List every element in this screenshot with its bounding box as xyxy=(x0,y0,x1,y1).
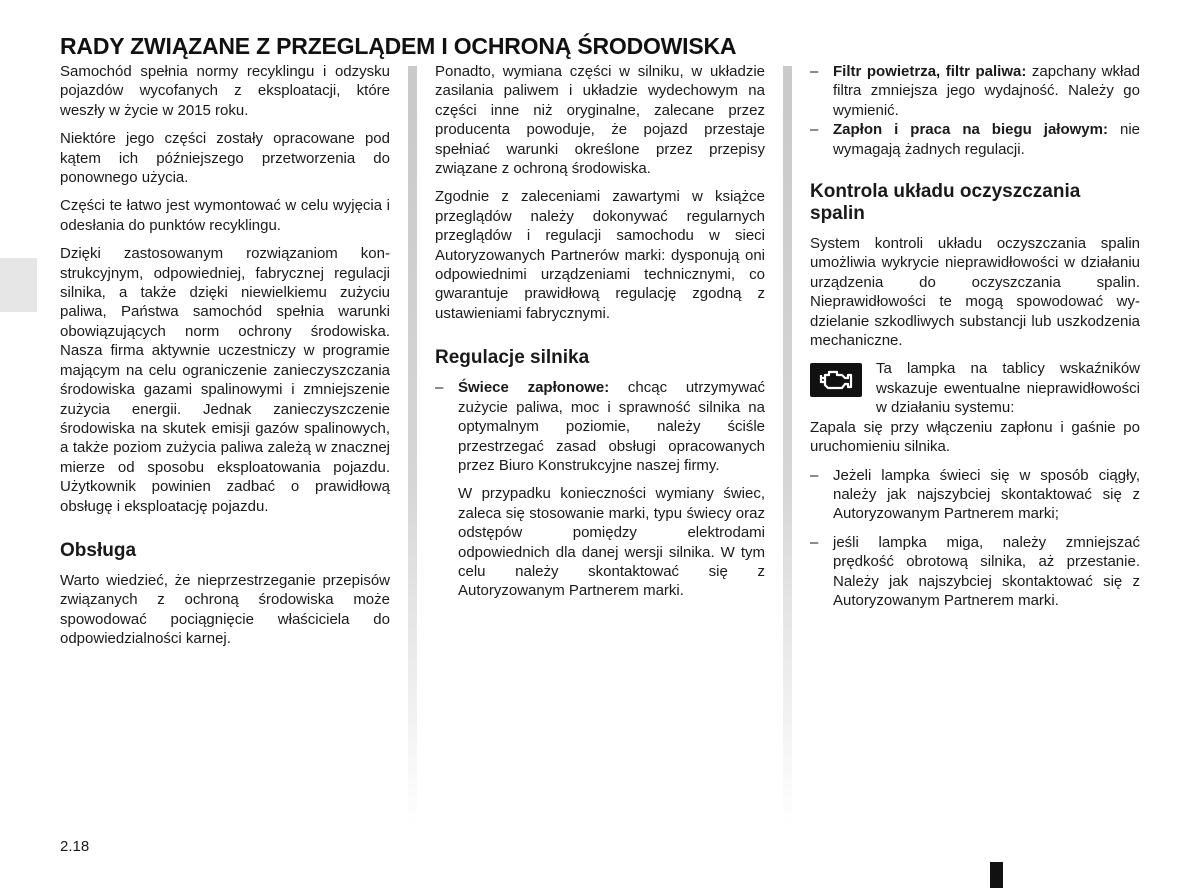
list-item xyxy=(810,120,1140,159)
list-item xyxy=(810,62,1140,120)
column-divider xyxy=(408,66,417,826)
paragraph: Części te łatwo jest wymontować w celu wyjęcia i odesłania do punktów recyklingu. xyxy=(60,197,390,234)
engine-warning-icon xyxy=(810,363,862,397)
bullet-list xyxy=(810,466,1140,611)
page-number: 2.18 xyxy=(60,838,90,855)
paragraph: Dzięki zastosowanym rozwiązaniom konstrukcyjnym, odpowiedniej, fabrycznej regulacji silnika, a także dzięki niewielkiemu zużyciu paliwa, Państwa samochód spełnia warunki obowiązujących norm ochrony środowiska. Nasza firma aktywnie uczestniczy w programie mającym na celu ograniczenie zanieczyszczania środowiska gazami spalinowymi i zmniejszenie zużycia energii. Jednak zanieczyszczenie środowiska na skutek emisji gazów spalinowych, a także poziom zużycia paliwa zależą w znacznej mierze od sposobu eksploatowania pojazdu. Użytkownik powinien zadbać o prawidłową obsługę i eksploatację pojazdu. xyxy=(60,245,390,515)
paragraph: W przypadku konieczności wymiany świec, zaleca się stosowanie marki, typu świecy oraz odstępów pomiędzy elektrodami odpowiednich dla danej wersji silnika. W tym celu należy skontaktować się z Autoryzowanym Partnerem marki. xyxy=(458,485,765,600)
section-tab xyxy=(0,258,37,312)
list-item: – Jeżeli lampka świeci się w sposób ciągły, należy jak najszybciej skontaktować się z Autoryzowanym Partnerem marki; xyxy=(810,466,1140,524)
paragraph: Warto wiedzieć, że nieprzestrzeganie przepisów związanych z ochroną środowiska może spowodować pociągnięcie właściciela do odpowiedzialności karnej. xyxy=(60,571,390,648)
list-item xyxy=(435,378,765,475)
paragraph: Zapala się przy włączeniu zapłonu i gaśnie po uruchomieniu silnika. xyxy=(810,418,1140,456)
column-1 xyxy=(60,62,390,658)
item-text: chcąc utrzymywać zużycie paliwa, moc i sprawność silnika na optymalnym poziomie, należy ściśle przestrzegać zasad obsługi opracowanych przez Biuro Konstrukcyjne naszej firmy. xyxy=(458,379,765,474)
warning-lamp-note xyxy=(810,359,1140,417)
section-heading-kontrola: Kontrola układu oczyszczania spalin xyxy=(810,181,1081,225)
column-divider xyxy=(783,66,792,826)
section-heading-regulacje: Regulacje silnika xyxy=(435,347,590,369)
column-3 xyxy=(810,62,1140,619)
paragraph: Niektóre jego części zostały opracowane pod kątem ich późniejszego przetworzenia do ponownego użycia. xyxy=(60,130,390,187)
item-text: zapchany wkład filtra zmniejsza jego wydajność. Należy go wymienić. xyxy=(833,63,1141,119)
item-term: Zapłon i praca na biegu jałowym: xyxy=(833,121,1108,139)
page-edge-marker xyxy=(990,862,1003,888)
paragraph: Zgodnie z zaleceniami zawartymi w książce przeglądów należy dokonywać regularnych przeglądów i regulacji samochodu w sieci Autoryzowanych Partnerów marki: dysponują oni odpowiednimi urządzeniami technicznymi, co gwarantuje prawidłową regulację zgodną z ustawieniami fabrycznymi. xyxy=(435,188,765,322)
paragraph: Ponadto, wymiana części w silniku, w układzie zasilania paliwem i układzie wydechowym na części inne niż oryginalne, zalecane przez producenta powoduje, że pojazd przestaje spełniać warunki określone przez przepisy związane z ochroną środowiska. xyxy=(435,63,765,178)
lamp-description: Ta lampka na tablicy wskaźników wskazuje ewentualne nieprawidłowości w działaniu systemu: xyxy=(876,360,1140,417)
bullet-list xyxy=(435,378,765,475)
paragraph: System kontroli układu oczyszczania spalin umożliwia wykrycie nieprawidłowości w działaniu urządzenia do oczyszczania spalin. Nieprawidłowości te mogą spowodować wydzielanie szkodliwych substancji lub uszkodzenia mechaniczne. xyxy=(810,235,1140,350)
bullet-list xyxy=(810,62,1140,159)
page-title: RADY ZWIĄZANE Z PRZEGLĄDEM I OCHRONĄ ŚRODOWISKA xyxy=(60,33,737,60)
column-2 xyxy=(435,62,765,610)
item-text: nie wymagają żadnych regulacji. xyxy=(833,121,1140,158)
item-term: Filtr powietrza, filtr paliwa: xyxy=(833,63,1027,80)
paragraph: Samochód spełnia normy recyklingu i odzysku pojazdów wycofanych z eksploatacji, które weszły w życie w 2015 roku. xyxy=(60,63,390,119)
item-term: Świece zapłonowe: xyxy=(458,379,610,397)
section-heading-obsluga: Obsługa xyxy=(60,539,137,561)
list-item: – jeśli lampka miga, należy zmniejszać prędkość obrotową silnika, aż przestanie. Należy jak najszybciej skontaktować się z Autoryzowanym Partnerem marki. xyxy=(810,533,1140,611)
